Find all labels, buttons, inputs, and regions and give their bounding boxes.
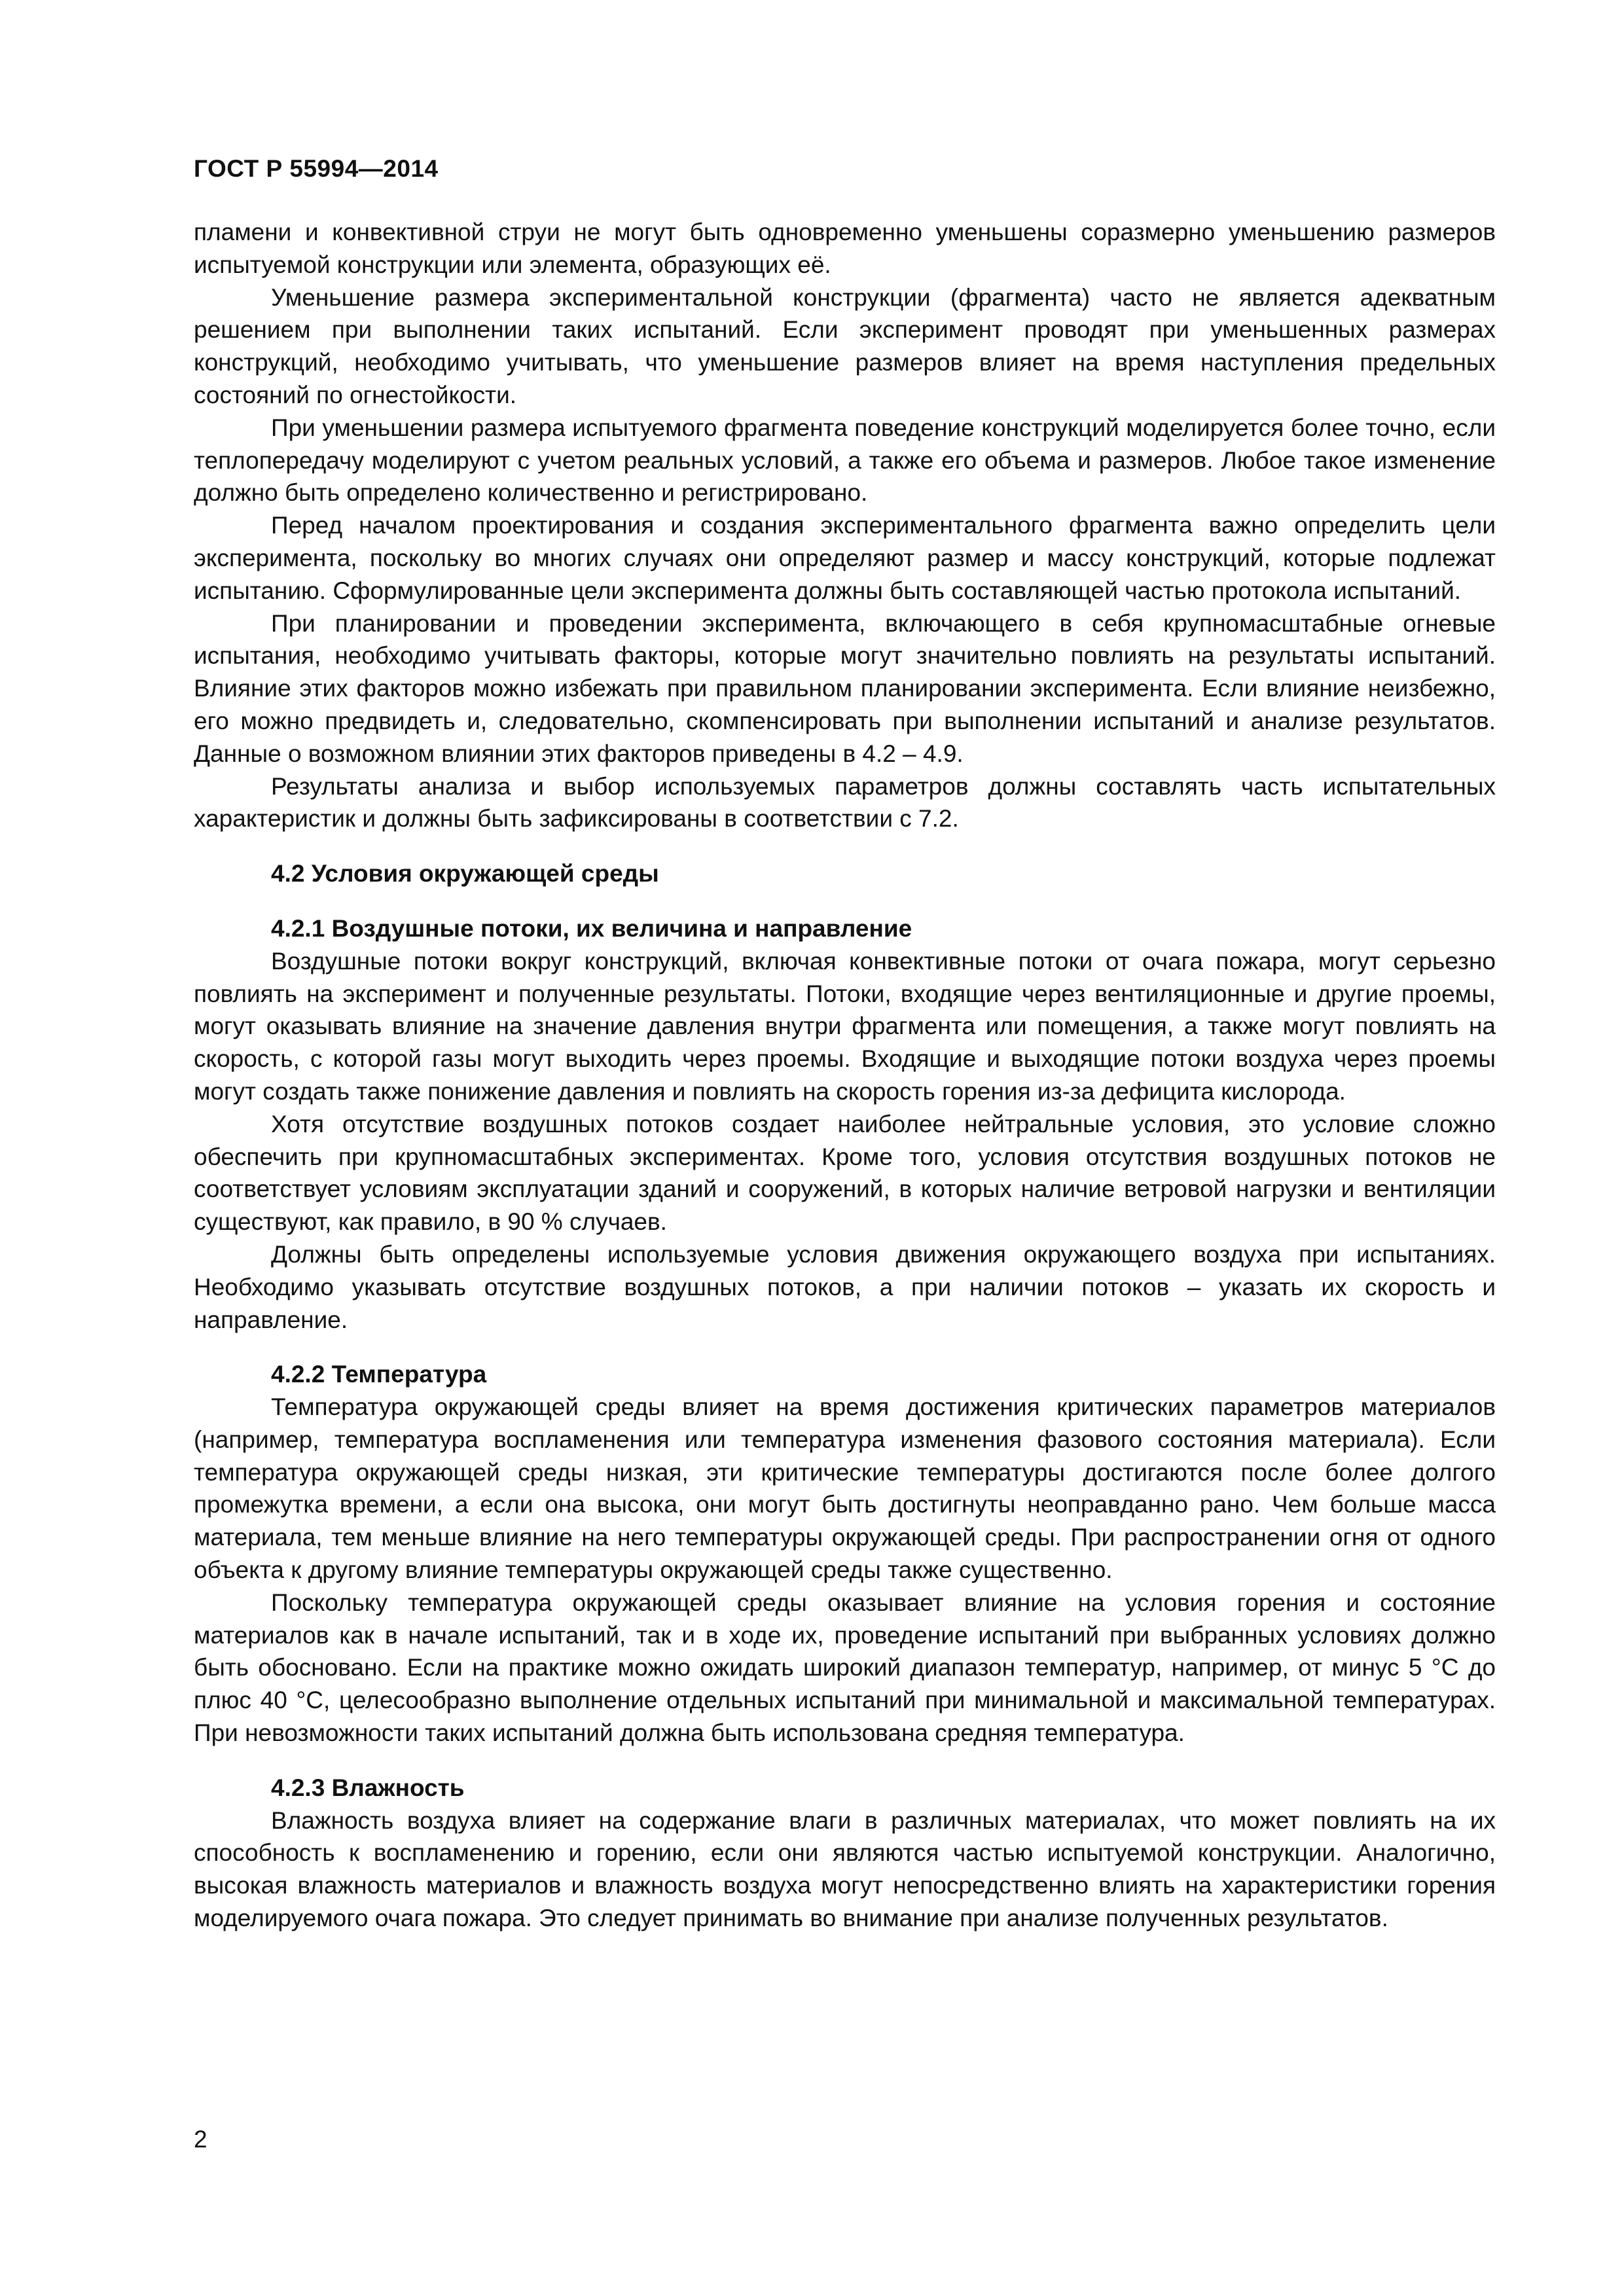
subsection-heading-4-2-3: 4.2.3 Влажность bbox=[271, 1774, 465, 1801]
paragraph: При уменьшении размера испытуемого фрагмента поведение конструкций моделируется более точно, если теплопередачу моделируют с учетом реальных условий, а также его объема и размеров. Любое такое изменение должно быть определено количественно и регистрировано. bbox=[194, 414, 1496, 507]
paragraph: Температура окружающей среды влияет на время достижения критических параметров материалов (например, температура воспламенения или температура изменения фазового состояния материала). Если температура окружающей среды низкая, эти критические температуры достигаются после более долгого промежутка времени, а если она высока, они могут быть достигнуты неоправданно рано. Чем больше масса материала, тем меньше влияние на него температуры окружающей среды. При распространении огня от одного объекта к другому влияние температуры окружающей среды также существенно. bbox=[194, 1393, 1496, 1584]
paragraph: Поскольку температура окружающей среды оказывает влияние на условия горения и состояние материалов как в начале испытаний, так и в ходе их, проведение испытаний при выбранных условиях должно быть обосновано. Если на практике можно ожидать широкий диапазон температур, например, от минус 5 °С до плюс 40 °С, целесообразно выполнение отдельных испытаний при минимальной и максимальной температурах. При невозможности таких испытаний должна быть использована средняя температура. bbox=[194, 1588, 1496, 1747]
paragraph: Уменьшение размера экспериментальной конструкции (фрагмента) часто не является адекватным решением при выполнении таких испытаний. Если эксперимент проводят при уменьшенных размерах конструкций, необходимо учитывать, что уменьшение размеров влияет на время наступления предельных состояний по огнестойкости. bbox=[194, 283, 1496, 408]
paragraph: Воздушные потоки вокруг конструкций, включая конвективные потоки от очага пожара, могут серьезно повлиять на эксперимент и полученные результаты. Потоки, входящие через вентиляционные и другие проемы, могут оказывать влияние на значение давления внутри фрагмента или помещения, а также могут повлиять на скорость, с которой газы могут выходить через проемы. Входящие и выходящие потоки воздуха через проемы могут создать также понижение давления и повлиять на скорость горения из-за дефицита кислорода. bbox=[194, 947, 1496, 1105]
standard-code-header: ГОСТ Р 55994—2014 bbox=[194, 155, 439, 182]
subsection-heading-4-2-2: 4.2.2 Температура bbox=[271, 1361, 487, 1388]
paragraph: Хотя отсутствие воздушных потоков создает наиболее нейтральные условия, это условие сложно обеспечить при крупномасштабных экспериментах. Кроме того, условия отсутствия воздушных потоков не соответствует условиям эксплуатации зданий и сооружений, в которых наличие ветровой нагрузки и вентиляции существуют, как правило, в 90 % случаев. bbox=[194, 1110, 1496, 1236]
subsection-heading-4-2-1: 4.2.1 Воздушные потоки, их величина и направление bbox=[271, 914, 912, 942]
paragraph: пламени и конвективной струи не могут быть одновременно уменьшены соразмерно уменьшению размеров испытуемой конструкции или элемента, образующих её. bbox=[194, 219, 1496, 278]
paragraph: Результаты анализа и выбор используемых параметров должны составлять часть испытательных характеристик и должны быть зафиксированы в соответствии с 7.2. bbox=[194, 772, 1496, 833]
paragraph: Перед началом проектирования и создания экспериментального фрагмента важно определить цели эксперимента, поскольку во многих случаях они определяют размер и массу конструкций, которые подлежат испытанию. Сформулированные цели эксперимента должны быть составляющей частью протокола испытаний. bbox=[194, 512, 1496, 604]
paragraph: Должны быть определены используемые условия движения окружающего воздуха при испытаниях. Необходимо указывать отсутствие воздушных потоков, а при наличии потоков – указать их скорость и направление. bbox=[194, 1240, 1496, 1333]
paragraph: Влажность воздуха влияет на содержание влаги в различных материалах, что может повлиять на их способность к воспламенению и горению, если они являются частью испытуемой конструкции. Аналогично, высокая влажность материалов и влажность воздуха могут непосредственно влиять на характеристики горения моделируемого очага пожара. Это следует принимать во внимание при анализе полученных результатов. bbox=[194, 1806, 1496, 1932]
page-number: 2 bbox=[194, 2126, 208, 2153]
section-heading-4-2: 4.2 Условия окружающей среды bbox=[271, 860, 659, 888]
paragraph: При планировании и проведении эксперимента, включающего в себя крупномасштабные огневые испытания, необходимо учитывать факторы, которые могут значительно повлиять на результаты испытаний. Влияние этих факторов можно избежать при правильном планировании эксперимента. Если влияние неизбежно, его можно предвидеть и, следовательно, скомпенсировать при выполнении испытаний и анализе результатов. Данные о возможном влиянии этих факторов приведены в 4.2 – 4.9. bbox=[194, 609, 1496, 767]
document-body bbox=[194, 216, 1496, 1935]
